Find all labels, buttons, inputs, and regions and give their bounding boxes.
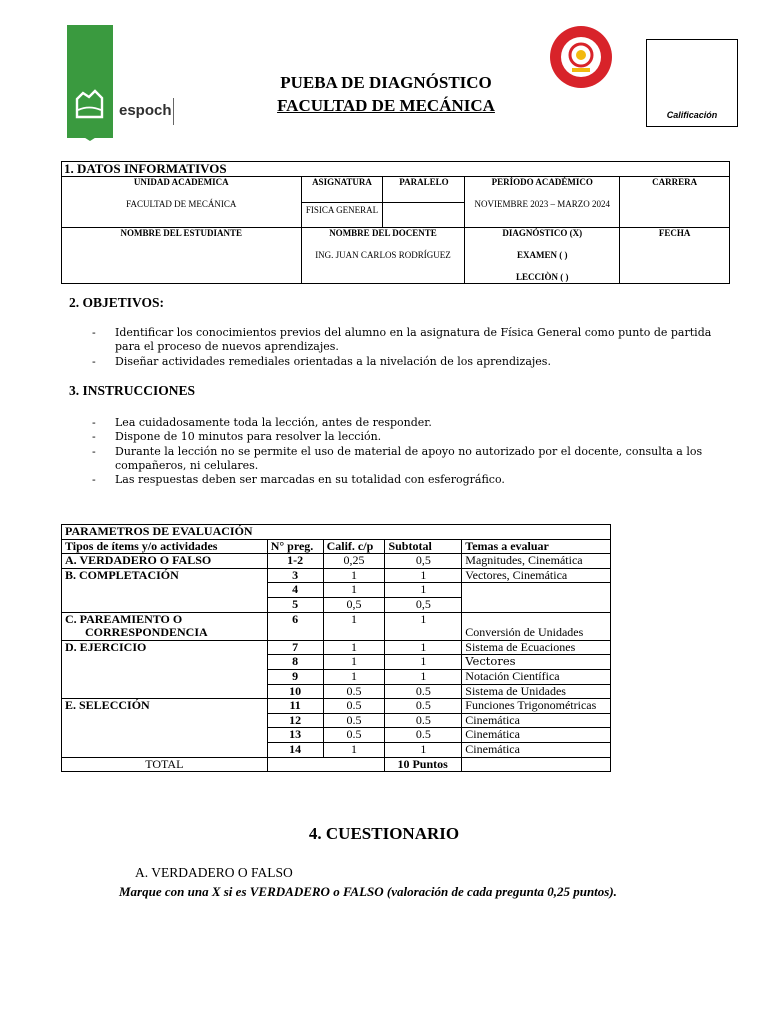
row-calif: 1 bbox=[323, 669, 385, 684]
exam-title: PUEBA DE DIAGNÓSTICO bbox=[280, 73, 492, 92]
row-calif: 0.5 bbox=[323, 713, 385, 728]
row-tema: Funciones Trigonométricas bbox=[462, 699, 611, 714]
row-tema bbox=[462, 597, 611, 612]
grade-label: Calificación bbox=[666, 110, 718, 120]
header-docente: NOMBRE DEL DOCENTE bbox=[329, 228, 437, 238]
group-c-label: C. PAREAMIENTO O CORRESPONDENCIA bbox=[65, 611, 208, 640]
group-b-cont bbox=[62, 597, 268, 612]
table-row bbox=[62, 742, 611, 757]
row-n: 11 bbox=[267, 699, 323, 714]
logo-tab bbox=[82, 136, 98, 141]
paralelo-value[interactable] bbox=[383, 202, 464, 225]
objetivos-list bbox=[92, 326, 732, 369]
group-b-cont bbox=[62, 583, 268, 598]
row-calif: 0.5 bbox=[323, 684, 385, 699]
row-calif: 1 bbox=[323, 568, 385, 583]
table-row bbox=[62, 699, 611, 714]
unidad-value[interactable]: FACULTAD DE MECÁNICA bbox=[126, 199, 237, 209]
row-n: 4 bbox=[267, 583, 323, 598]
list-item: - Identificar los conocimientos previos del alumno en la asignatura de Física General como punto de partida para el proceso de nuevos aprendizajes. bbox=[92, 326, 732, 355]
total-row bbox=[62, 757, 611, 772]
row-calif: 1 bbox=[323, 640, 385, 655]
list-item: - Lea cuidadosamente toda la lección, antes de responder. bbox=[92, 416, 712, 430]
header-temas: Temas a evaluar bbox=[462, 539, 611, 554]
row-n: 9 bbox=[267, 669, 323, 684]
header-asignatura: ASIGNATURA bbox=[312, 177, 372, 187]
leccion-option[interactable]: LECCIÒN ( ) bbox=[516, 272, 569, 282]
table-row bbox=[62, 669, 611, 684]
list-item: - Dispone de 10 minutos para resolver la lección. bbox=[92, 430, 712, 444]
row-tema: Vectores bbox=[462, 655, 611, 670]
cell-paralelo bbox=[383, 177, 465, 228]
row-calif: 1 bbox=[323, 612, 385, 640]
header-diagnostico[interactable]: DIAGNÓSTICO (X) bbox=[502, 228, 583, 238]
instrucciones-list bbox=[92, 416, 712, 487]
row-calif: 0.5 bbox=[323, 728, 385, 743]
total-label: TOTAL bbox=[62, 757, 268, 772]
evaluation-table bbox=[61, 524, 611, 772]
row-tema: Magnitudes, Cinemática bbox=[462, 554, 611, 569]
row-sub: 0.5 bbox=[385, 728, 462, 743]
cell-docente bbox=[301, 228, 465, 284]
table-row bbox=[62, 655, 611, 670]
mountain-icon bbox=[67, 25, 113, 138]
examen-option[interactable]: EXAMEN ( ) bbox=[517, 250, 568, 260]
cell-carrera bbox=[620, 177, 730, 228]
header-paralelo: PARALELO bbox=[399, 177, 449, 187]
table-row bbox=[62, 583, 611, 598]
list-item: - Durante la lección no se permite el uso de material de apoyo no autorizado por el docente, consulta a los compañeros, ni celulares. bbox=[92, 445, 712, 474]
row-calif: 0,5 bbox=[323, 597, 385, 612]
total-value: 10 Puntos bbox=[385, 757, 462, 772]
group-c bbox=[62, 612, 268, 640]
group-d-cont bbox=[62, 655, 268, 670]
row-sub: 1 bbox=[385, 742, 462, 757]
row-tema: Cinemática bbox=[462, 728, 611, 743]
row-sub: 0,5 bbox=[385, 554, 462, 569]
header-periodo: PERÍODO ACADÉMICO bbox=[491, 177, 593, 187]
group-d: D. EJERCICIO bbox=[62, 640, 268, 655]
periodo-value[interactable]: NOVIEMBRE 2023 – MARZO 2024 bbox=[474, 199, 611, 209]
row-tema bbox=[462, 583, 611, 598]
row-n: 10 bbox=[267, 684, 323, 699]
row-tema: Cinemática bbox=[462, 742, 611, 757]
row-n: 3 bbox=[267, 568, 323, 583]
group-e-cont bbox=[62, 742, 268, 757]
cell-periodo bbox=[465, 177, 620, 228]
row-n: 8 bbox=[267, 655, 323, 670]
row-sub: 1 bbox=[385, 583, 462, 598]
objetivos-heading: 2. OBJETIVOS: bbox=[69, 295, 165, 310]
header-fecha: FECHA bbox=[658, 228, 691, 238]
docente-value: ING. JUAN CARLOS RODRÍGUEZ bbox=[315, 250, 451, 260]
row-calif: 1 bbox=[323, 742, 385, 757]
table-row bbox=[62, 684, 611, 699]
group-e: E. SELECCIÓN bbox=[62, 699, 268, 714]
cuestionario-heading: 4. CUESTIONARIO bbox=[308, 824, 460, 843]
row-sub: 1 bbox=[385, 612, 462, 640]
group-e-cont bbox=[62, 713, 268, 728]
logo-divider bbox=[173, 98, 174, 125]
row-sub: 0,5 bbox=[385, 597, 462, 612]
total-temas bbox=[462, 757, 611, 772]
table-row bbox=[62, 554, 611, 569]
row-calif: 0,25 bbox=[323, 554, 385, 569]
cell-unidad bbox=[62, 177, 302, 228]
row-calif: 1 bbox=[323, 655, 385, 670]
table-row bbox=[62, 640, 611, 655]
faculty-title: FACULTAD DE MECÁNICA bbox=[277, 96, 495, 115]
datos-informativos-table bbox=[61, 161, 730, 284]
cell-estudiante[interactable] bbox=[62, 228, 302, 284]
row-tema: Cinemática bbox=[462, 713, 611, 728]
seal-icon bbox=[546, 24, 616, 90]
header-tipos: Tipos de ítems y/o actividades bbox=[62, 539, 268, 554]
row-n: 12 bbox=[267, 713, 323, 728]
row-n: 1-2 bbox=[267, 554, 323, 569]
list-item: - Diseñar actividades remediales orientadas a la nivelación de los aprendizajes. bbox=[92, 355, 732, 369]
row-calif: 0.5 bbox=[323, 699, 385, 714]
group-d-cont bbox=[62, 669, 268, 684]
cell-asignatura bbox=[301, 177, 383, 228]
row-tema: Vectores, Cinemática bbox=[462, 568, 611, 583]
table-row bbox=[62, 568, 611, 583]
group-d-cont bbox=[62, 684, 268, 699]
row-sub: 1 bbox=[385, 669, 462, 684]
row-sub: 0.5 bbox=[385, 684, 462, 699]
header-carrera: CARRERA bbox=[652, 177, 698, 187]
table-row bbox=[62, 597, 611, 612]
row-sub: 1 bbox=[385, 640, 462, 655]
asignatura-value[interactable]: FISICA GENERAL bbox=[302, 202, 383, 216]
section-a-instruction: Marque con una X si es VERDADERO o FALSO (valoración de cada pregunta 0,25 puntos). bbox=[119, 884, 617, 899]
evaluation-title: PARAMETROS DE EVALUACIÓN bbox=[62, 525, 611, 540]
grade-box[interactable] bbox=[646, 39, 738, 127]
header-unidad: UNIDAD ACADEMICA bbox=[133, 177, 229, 187]
section-a-heading: A. VERDADERO O FALSO bbox=[135, 865, 293, 880]
espoch-logo bbox=[67, 25, 113, 138]
row-n: 14 bbox=[267, 742, 323, 757]
row-sub: 1 bbox=[385, 655, 462, 670]
row-tema: Conversión de Unidades bbox=[462, 612, 611, 640]
datos-heading: 1. DATOS INFORMATIVOS bbox=[62, 162, 730, 177]
table-row bbox=[62, 612, 611, 640]
instrucciones-heading: 3. INSTRUCCIONES bbox=[69, 383, 196, 398]
row-n: 6 bbox=[267, 612, 323, 640]
faculty-seal bbox=[546, 24, 616, 90]
row-n: 5 bbox=[267, 597, 323, 612]
cell-fecha[interactable] bbox=[620, 228, 730, 284]
row-n: 13 bbox=[267, 728, 323, 743]
row-tema: Sistema de Unidades bbox=[462, 684, 611, 699]
header-npreg: N° preg. bbox=[267, 539, 323, 554]
header-calif: Calif. c/p bbox=[323, 539, 385, 554]
cell-diagnostico bbox=[465, 228, 620, 284]
header-subtotal: Subtotal bbox=[385, 539, 462, 554]
list-item: - Las respuestas deben ser marcadas en su totalidad con esferográfico. bbox=[92, 473, 712, 487]
total-empty bbox=[267, 757, 385, 772]
logo-text: espoch bbox=[119, 102, 172, 119]
table-row bbox=[62, 728, 611, 743]
row-sub: 0.5 bbox=[385, 699, 462, 714]
row-sub: 1 bbox=[385, 568, 462, 583]
row-tema: Sistema de Ecuaciones bbox=[462, 640, 611, 655]
row-n: 7 bbox=[267, 640, 323, 655]
row-calif: 1 bbox=[323, 583, 385, 598]
table-row bbox=[62, 713, 611, 728]
header-estudiante: NOMBRE DEL ESTUDIANTE bbox=[120, 228, 243, 238]
row-sub: 0.5 bbox=[385, 713, 462, 728]
group-b: B. COMPLETACIÓN bbox=[62, 568, 268, 583]
row-tema: Notación Científica bbox=[462, 669, 611, 684]
group-e-cont bbox=[62, 728, 268, 743]
group-a: A. VERDADERO O FALSO bbox=[62, 554, 268, 569]
